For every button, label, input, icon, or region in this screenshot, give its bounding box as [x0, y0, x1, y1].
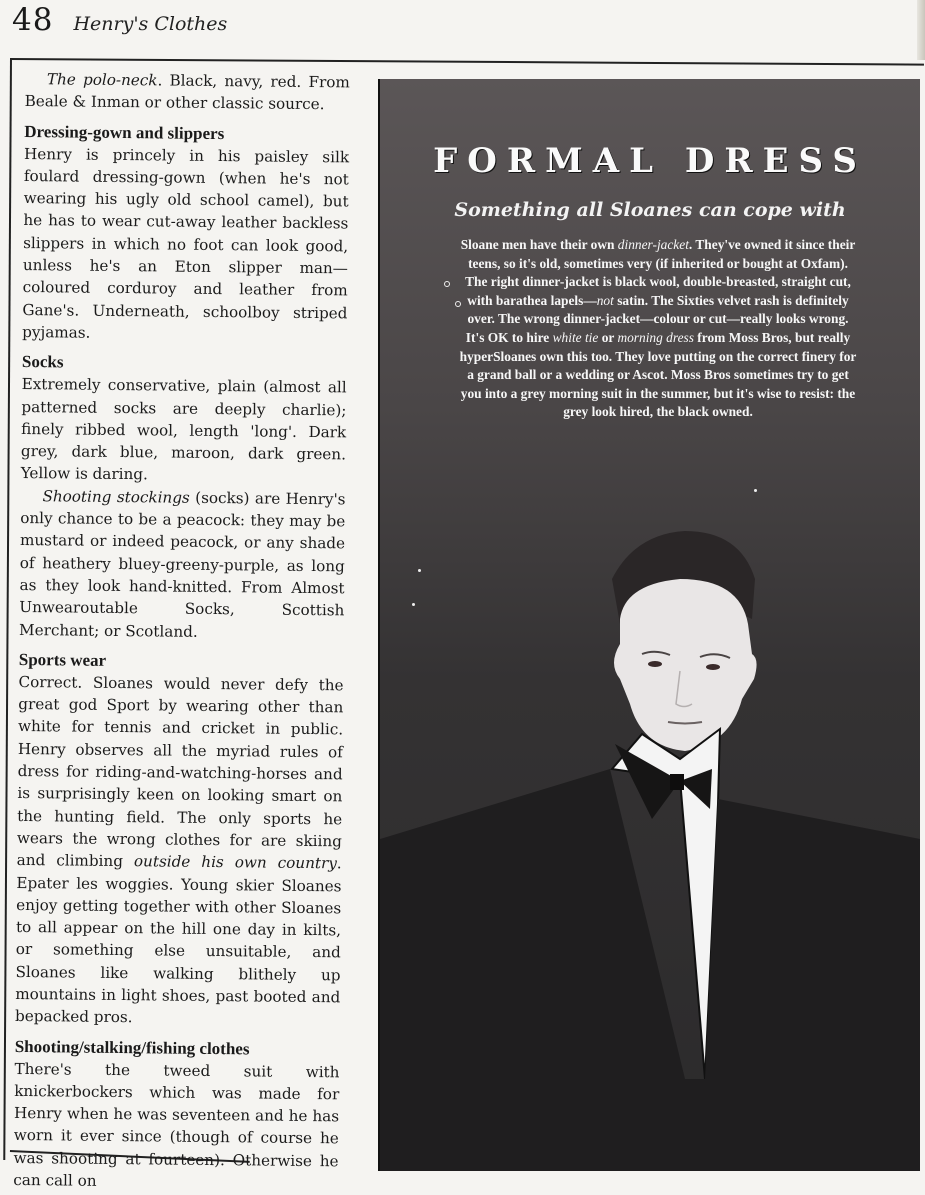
sports-text-b: . Epater les woggies. Young skier Sloanes enjoy getting together with other Sloanes to all appear on the hill one day in kilts, or something else unsuitable, and Sloanes like walking blithely up mountains in light shoes, past booted and bepacked pros.	[14, 854, 342, 1027]
heading-dressing-gown: Dressing-gown and slippers	[24, 121, 225, 143]
sports-text-italic: outside his own country	[133, 852, 337, 873]
page-header	[12, 2, 227, 46]
intro-text: . Black, navy, red. From Beale & Inman or other classic source.	[24, 71, 350, 114]
p1-text-c: satin. The Sixties velvet rash is definitely over. The wrong dinner-jacket—colour or cut—really looks wrong.	[467, 292, 849, 327]
p2-text-b: or	[598, 329, 618, 345]
intro-paragraph	[25, 68, 350, 116]
p1-italic-not: not	[596, 292, 614, 308]
paragraph-socks: Extremely conservative, plain (almost all patterned socks are deeply charlie); finely ribbed wool, length 'long'. Dark grey, dark blue, maroon, dark green. Yellow is daring.	[20, 375, 347, 484]
heading-socks: Socks	[21, 352, 64, 372]
panel-subtitle: Something all Sloanes can cope with	[454, 199, 846, 221]
speck-dot	[754, 489, 757, 492]
p2-italic-white-tie: white tie	[552, 329, 599, 345]
p1-text-a: Sloane men have their own	[460, 237, 618, 252]
p1-italic-dinner-jacket: dinner-jacket	[617, 237, 689, 252]
shooting-stockings-text: (socks) are Henry's only chance to be a peacock: they may be mustard or indeed peacock, or any shade of heathery bluey-greeny-purple, as long as they look hand-knitted. From Almost Unwearoutable Socks, Scottish Merchant; or Scotland.	[19, 488, 346, 641]
paragraph-shooting-clothes: There's the tweed suit with knickerbockers which was made for Henry when he was seventeen and he has worn it ever since (though of course he was shooting at fourteen). Otherwise he can call on	[13, 1059, 340, 1190]
page-number: 48	[12, 2, 54, 38]
p2-text-c: from Moss Bros, but really hyperSloanes own this too. They love putting on the correct finery for a grand ball or a wedding or Ascot. Moss Bros sometimes try to get you into a grey morning suit in the summer, but it's wise to resist: the grey look hired, the black owned.	[459, 329, 857, 420]
panel-title: FORMAL DRESS	[433, 141, 867, 181]
heading-sports-wear: Sports wear	[18, 649, 107, 670]
shooting-stockings-lead: Shooting stockings	[42, 486, 190, 507]
page-edge	[917, 0, 925, 60]
bullet-dot-icon	[444, 281, 450, 287]
intro-lead: The polo-neck	[46, 70, 158, 90]
paragraph-shooting-stockings	[19, 485, 346, 644]
paragraph-sports-wear	[15, 671, 344, 1031]
panel-paragraph-1	[458, 236, 858, 329]
paragraph-dressing-gown: Henry is princely in his paisley silk foulard dressing-gown (when he's not wearing his ugly old school camel), but he has to wear cut-away leather backless slippers in which no foot can look good, unless he's an Eton slipper man—coloured corduroy and leather from Gane's. Underneath, schoolboy striped pyjamas.	[22, 144, 350, 342]
p1-text-b: . They've owned it since their teens, so it's old, sometimes very (if inherited or bought at Oxfam). The right dinner-jacket is black wool, double-breasted, straight cut, with barathea lapels—	[465, 237, 856, 308]
p2-text-a: It's OK to hire	[465, 329, 553, 345]
panel-paragraph-2	[458, 329, 858, 422]
heading-shooting-clothes: Shooting/stalking/fishing clothes	[14, 1036, 250, 1058]
p2-italic-morning-dress: morning dress	[617, 329, 694, 345]
speck-dot	[412, 603, 415, 606]
running-title: Henry's Clothes	[73, 13, 228, 35]
sports-text-a: Correct. Sloanes would never defy the great god Sport by wearing other than white for tennis and cricket in public. Henry observes all the myriad rules of dress for riding-and-watching-horses and is surprisingly keen on looking smart on the hunting field. The only sports he wears the wrong clothes for are skiing and climbing	[16, 672, 344, 871]
left-column	[13, 68, 350, 1195]
bullet-dot-icon	[455, 301, 461, 307]
speck-dot	[418, 569, 421, 572]
formal-dress-panel	[378, 79, 920, 1171]
panel-body	[458, 236, 858, 422]
